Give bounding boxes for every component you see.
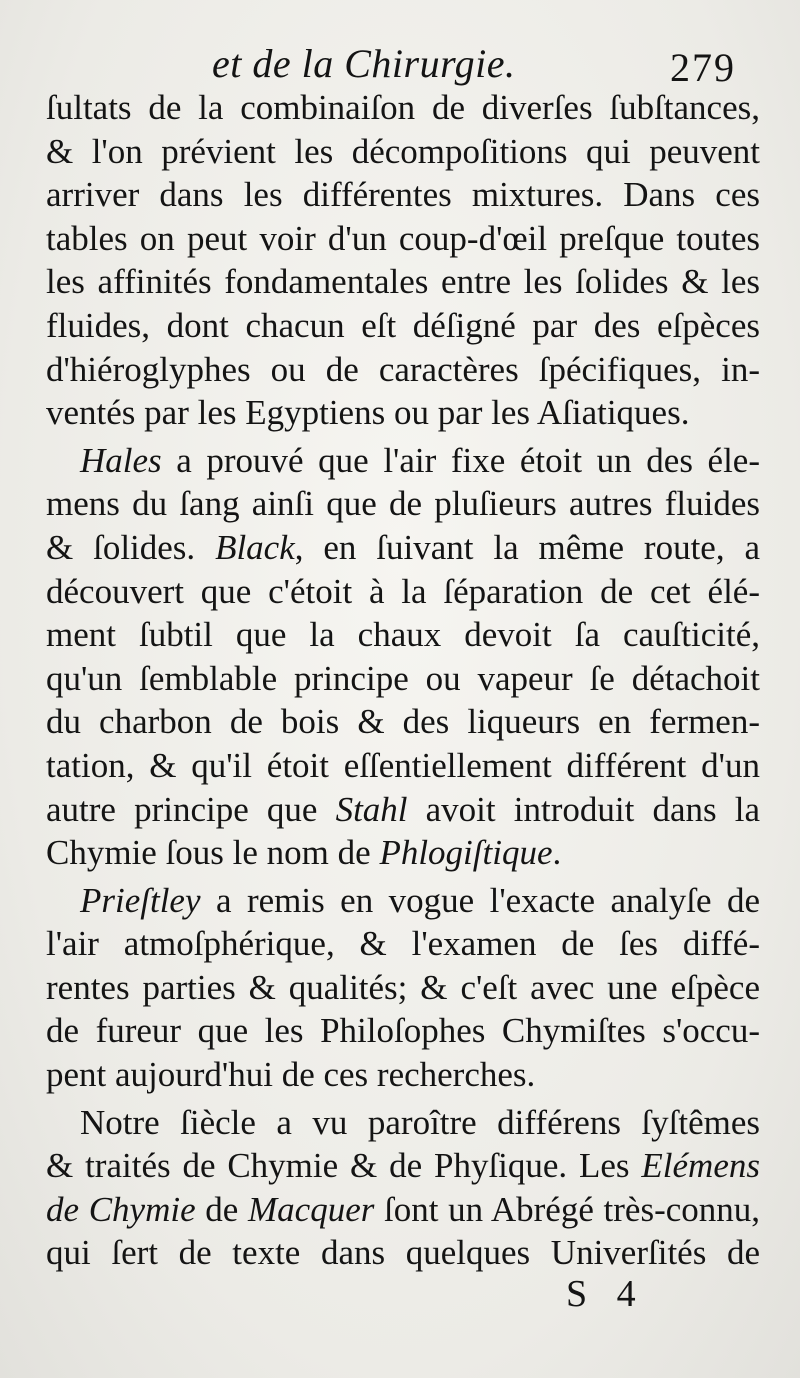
text-line [46,482,760,526]
text-line [46,1144,760,1188]
text-line [46,1188,760,1232]
line-text: , en ſuivant la même route, a [294,527,760,567]
text-line [46,657,760,701]
line-text: & ſolides. [46,527,216,567]
line-text: Notre ſiècle a vu paroître différens ſyſtêmes [80,1102,760,1142]
text-line [46,217,760,261]
line-text: arriver dans les différentes mixtures. Dans ces [46,175,760,215]
text-line [46,86,760,130]
line-text: & traités de Chymie & de Phyſique. Les [46,1146,642,1186]
running-title: et de la Chirurgie. [212,41,516,86]
body-text [46,86,760,1275]
line-text: l'air atmoſphérique, & l'examen de ſes diffé- [46,924,760,964]
italic-name: Macquer [248,1189,375,1229]
italic-name: de Chymie [46,1189,196,1229]
line-text: tables on peut voir d'un coup-d'œil preſque toutes [46,218,760,258]
line-text: fluides, dont chacun eſt déſigné par des eſpèces [46,305,760,345]
text-line [46,1231,760,1275]
line-text: ment ſubtil que la chaux devoit ſa cauſticité, [46,615,760,655]
line-text: . [552,833,562,873]
line-text: ſont un Abrégé très-connu, [374,1189,761,1229]
line-text: les affinités fondamentales entre les ſolides & les [46,262,760,302]
text-line [46,1053,760,1097]
line-text: de fureur que les Philoſophes Chymiſtes s'occu- [46,1011,760,1051]
text-line [46,788,760,832]
line-text: & l'on prévient les décompoſitions qui peuvent [46,131,760,171]
line-text: ventés par les Egyptiens ou par les Aſiatiques. [46,393,690,433]
text-line [46,260,760,304]
line-text: mens du ſang ainſi que de pluſieurs autres fluides [46,484,760,524]
italic-name: Prieſtley [80,880,201,920]
text-line [46,570,760,614]
text-line [46,526,760,570]
text-line [46,1009,760,1053]
text-line [46,831,760,875]
line-text: a prouvé que l'air fixe étoit un des éle- [161,440,760,480]
text-line [46,304,760,348]
text-line [46,966,760,1010]
text-line [46,922,760,966]
line-text: découvert que c'étoit à la ſéparation de cet élé- [46,571,760,611]
line-text: de [195,1189,248,1229]
text-line [46,1101,760,1145]
line-text: d'hiéroglyphes ou de caractères ſpécifiques, in- [46,349,760,389]
line-text: ſultats de la combinaiſon de diverſes ſubſtances, [46,88,760,127]
text-line [46,348,760,392]
line-text: pent aujourd'hui de ces recherches. [46,1055,536,1095]
text-line [46,700,760,744]
line-text: qu'un ſemblable principe ou vapeur ſe détachoit [46,658,760,698]
text-line [46,130,760,174]
text-line [46,173,760,217]
line-text: avoit introduit dans la [407,789,761,829]
line-text: qui ſert de texte dans quelques Univerſités de [46,1233,760,1273]
italic-name: Phlogiſtique [379,833,553,873]
italic-name: Elémens [641,1146,760,1186]
text-line [46,744,760,788]
italic-name: Black [215,527,295,567]
text-line [46,613,760,657]
text-line [46,391,760,435]
line-text: du charbon de bois & des liqueurs en fermen- [46,702,760,742]
italic-name: Hales [80,440,162,480]
text-line [46,879,760,923]
line-text: rentes parties & qualités; & c'eſt avec une eſpèce [46,967,760,1007]
line-text: autre principe que [46,789,336,829]
italic-name: Stahl [335,789,408,829]
line-text: tation, & qu'il étoit eſſentiellement différent d'un [46,745,760,785]
line-text: a remis en vogue l'exacte analyſe de [200,880,760,920]
line-text: Chymie ſous le nom de [46,833,380,873]
page-number: 279 [670,45,736,90]
signature-mark: S 4 [566,1273,646,1315]
text-line [46,439,760,483]
